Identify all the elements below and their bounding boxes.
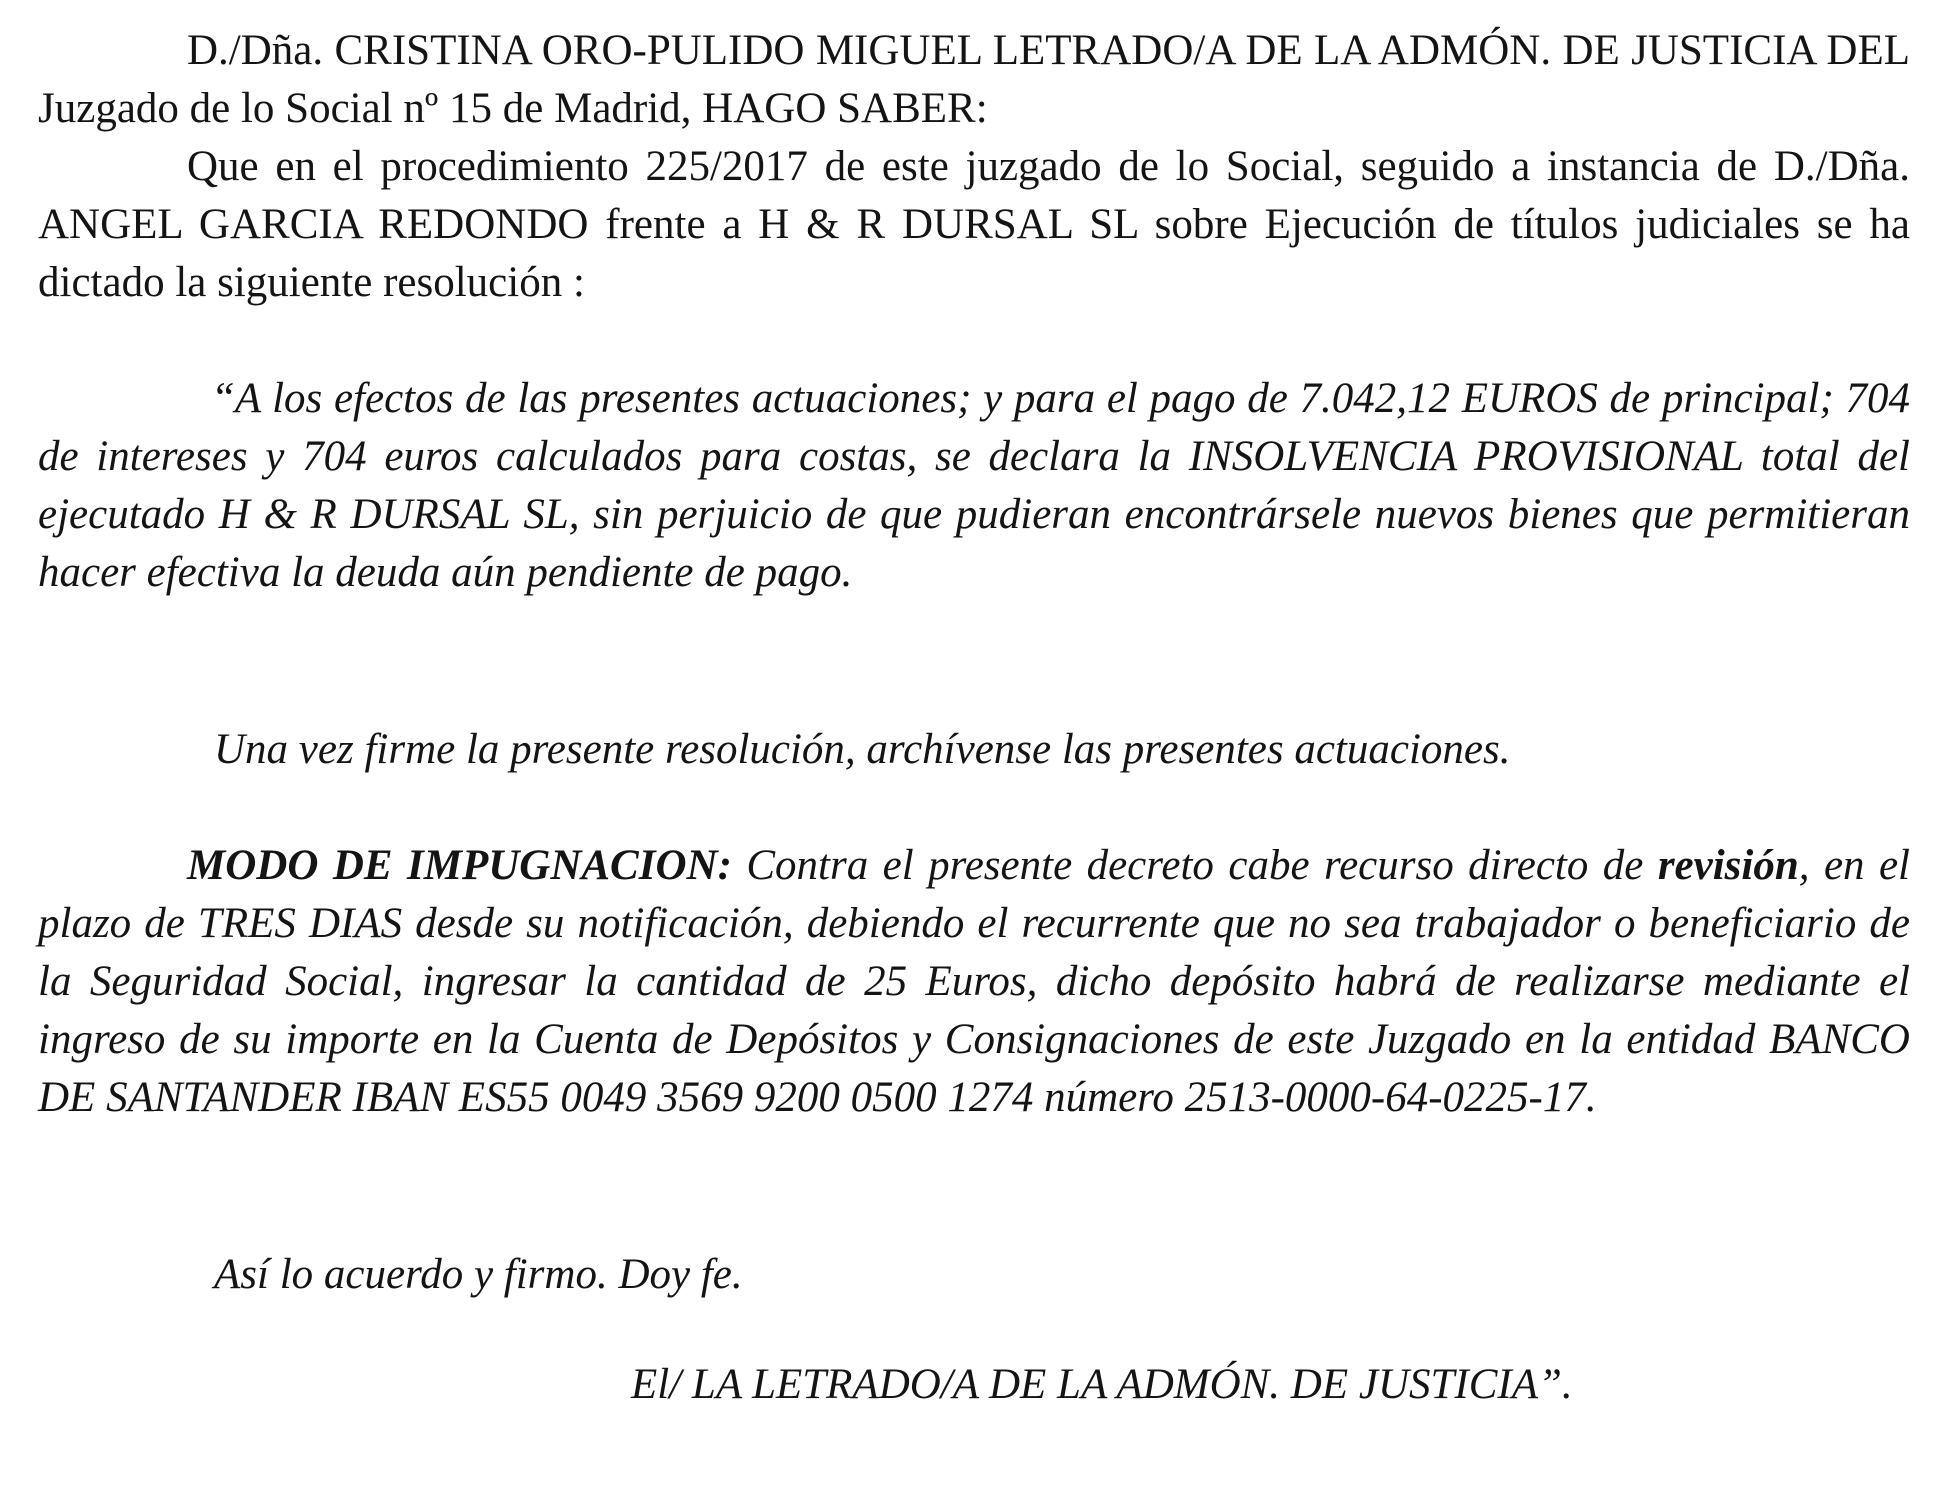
procedure-paragraph: Que en el procedimiento 225/2017 de este juzgado de lo Social, seguido a instancia de D./Dña. ANGEL GARCIA REDONDO frente a H & R DURSAL SL sobre Ejecución de títulos judiciales se ha dictado la siguiente resolución : <box>38 143 1910 306</box>
archive-paragraph: Una vez firme la presente resolución, archívense las presentes actuaciones. <box>214 726 1511 773</box>
signature-line: El/ LA LETRADO/A DE LA ADMÓN. DE JUSTICIA”. <box>631 1361 1573 1408</box>
intro-paragraph: D./Dña. CRISTINA ORO-PULIDO MIGUEL LETRADO/A DE LA ADMÓN. DE JUSTICIA DEL Juzgado de lo Social nº 15 de Madrid, HAGO SABER: <box>38 27 1910 132</box>
impugnacion-text-1: Contra el presente decreto cabe recurso directo de <box>731 842 1658 889</box>
resolution-quote-paragraph: “A los efectos de las presentes actuaciones; y para el pago de 7.042,12 EUROS de principal; 704 de intereses y 704 euros calculados para costas, se declara la INSOLVENCIA PROVISIONAL total del ejecutado H & R DURSAL SL, sin perjuicio de que pudieran encontrársele nuevos bienes que permitieran hacer efectiva la deuda aún pendiente de pago. <box>38 375 1910 596</box>
impugnacion-bold-word: revisión <box>1657 842 1799 889</box>
impugnacion-heading: MODO DE IMPUGNACION: <box>187 842 732 889</box>
document-page <box>38 22 1910 1414</box>
impugnacion-paragraph <box>38 837 1910 1127</box>
closing-paragraph: Así lo acuerdo y firmo. Doy fe. <box>214 1251 743 1298</box>
impugnacion-text-2: , en el plazo de TRES DIAS desde su notificación, debiendo el recurrente que no sea trabajador o beneficiario de la Seguridad Social, ingresar la cantidad de 25 Euros, dicho depósito habrá de realizarse mediante el ingreso de su importe en la Cuenta de Depósitos y Consignaciones de este Juzgado en la entidad BANCO DE SANTANDER IBAN ES55 0049 3569 9200 0500 1274 número 2513-0000-64-0225-17. <box>38 842 1911 1121</box>
